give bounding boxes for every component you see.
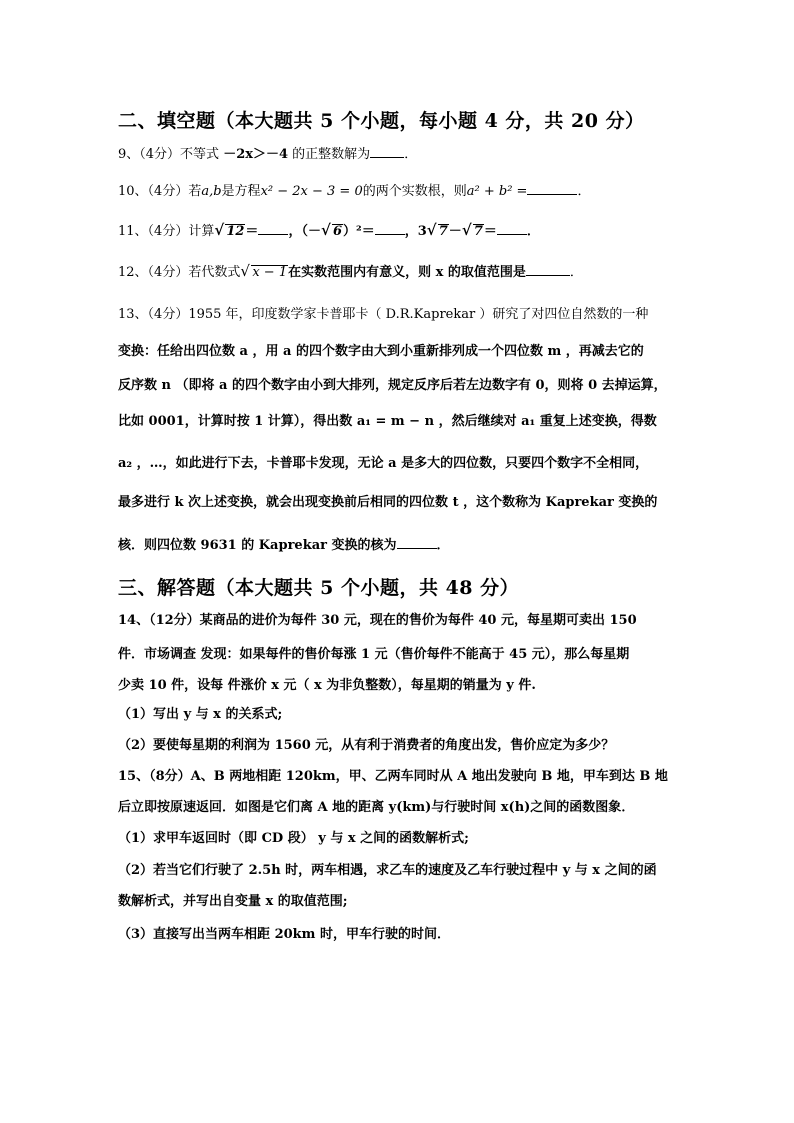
question-12: 12、（4分）若代数式√ x − 1在实数范围内有意义，则 x 的取值范围是 ． (118, 263, 583, 282)
sqrt-7: √ 7 (464, 223, 484, 241)
question-13-line-5: a₂ ，…，如此进行下去，卡普耶卡发现，无论 a 是多大的四位数，只要四个数字不全相同， (118, 456, 649, 471)
sqrt-12: √ 12 (216, 223, 245, 241)
answer-blank (527, 182, 577, 195)
question-10: 10、（4分）若a,b是方程x² − 2x − 3 = 0的两个实数根，则a² + b² = ． (118, 184, 591, 199)
sqrt-7: √ 7 (429, 223, 449, 241)
question-15-sub-1: （1）求甲车返回时（即 CD 段） y 与 x 之间的函数解析式; (118, 831, 469, 846)
question-15-line-2: 后立即按原速返回．如图是它们离 A 地的距离 y(km)与行驶时间 x(h)之间的函数图象． (118, 800, 635, 815)
question-15-sub-2b: 数解析式，并写出自变量 x 的取值范围; (118, 894, 348, 909)
question-15-sub-2a: （2）若当它们行驶了 2.5h 时，两车相遇，求乙车的速度及乙车行驶过程中 y 与 x 之间的函 (118, 863, 657, 878)
question-13-line-3: 反序数 n （即将 a 的四个数字由小到大排列，规定反序后若左边数字有 0，则将 0 去掉运算， (118, 378, 667, 393)
question-15-line-1: 15、（8分）A、B 两地相距 120km，甲、乙两车同时从 A 地出发驶向 B 地，甲车到达 B 地 (118, 769, 668, 784)
sqrt-x-minus-1: √ x − 1 (242, 264, 288, 282)
question-15-sub-3: （3）直接写出当两车相距 20km 时，甲车行驶的时间． (118, 927, 450, 942)
question-13-line-2: 变换：任给出四位数 a ，用 a 的四个数字由大到小重新排列成一个四位数 m ，再减去它的 (118, 344, 644, 359)
question-14-line-3: 少卖 10 件，设每 件涨价 x 元（ x 为非负整数），每星期的销量为 y 件. (118, 678, 536, 693)
answer-blank (375, 222, 405, 235)
question-9: 9、（4分）不等式 －2x＞－4 的正整数解为 ． (118, 147, 418, 162)
question-13-line-4: 比如 0001，计算时按 1 计算），得出数 a₁ = m − n ，然后继续对 a₁ 重复上述变换，得数 (118, 414, 657, 429)
sqrt-6: √ 6 (323, 223, 343, 241)
question-14-sub-1: （1）写出 y 与 x 的关系式; (118, 707, 283, 722)
section-title-solutions: 三、解答题（本大题共 5 个小题，共 48 分） (118, 577, 520, 599)
question-14-sub-2: （2）要使每星期的利润为 1560 元，从有利于消费者的角度出发，售价应定为多少？ (118, 738, 615, 753)
answer-blank (370, 145, 404, 158)
question-13-line-1: 13、（4分）1955 年，印度数学家卡普耶卡（ D.R.Kaprekar ）研究了对四位自然数的一种 (118, 307, 649, 322)
answer-blank (526, 263, 570, 276)
question-13-line-7: 核．则四位数 9631 的 Kaprekar 变换的核为 ． (118, 538, 450, 553)
question-14-line-2: 件．市场调查 发现：如果每件的售价每涨 1 元（售价每件不能高于 45 元），那么每星期 (118, 647, 630, 662)
answer-blank (497, 222, 527, 235)
question-14-line-1: 14、（12分）某商品的进价为每件 30 元，现在的售价为每件 40 元，每星期可卖出 150 (118, 613, 637, 628)
question-11: 11、（4分）计算√ 12＝ ，（－√ 6）²＝ ，3√ 7－√ 7＝ ． (118, 222, 540, 241)
answer-blank (258, 222, 288, 235)
question-13-line-6: 最多进行 k 次上述变换，就会出现变换前后相同的四位数 t ，这个数称为 Kaprekar 变换的 (118, 495, 658, 510)
section-title-fill-in: 二、填空题（本大题共 5 个小题，每小题 4 分，共 20 分） (118, 110, 645, 132)
answer-blank (397, 536, 437, 549)
